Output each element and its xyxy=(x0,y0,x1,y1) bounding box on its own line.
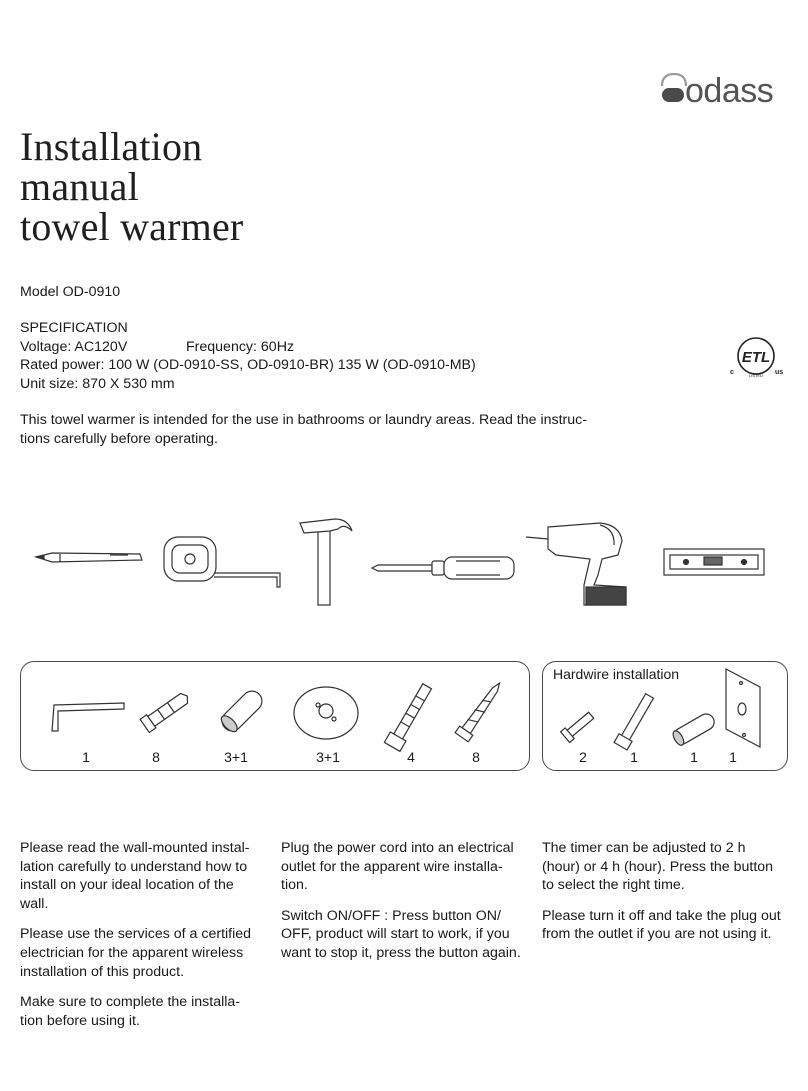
etl-listed: LISTED xyxy=(748,373,764,378)
wall-anchor-icon xyxy=(140,690,192,733)
etl-listed-mark xyxy=(724,332,788,382)
qty-hw-bolt: 1 xyxy=(630,749,638,765)
col1-para-2: Please use the services of a certified electrician for the apparent wireless installation of this product. xyxy=(20,926,252,980)
spec-power: Rated power: 100 W (OD-0910-SS, OD-0910-BR) 135 W (OD-0910-MB) xyxy=(20,357,476,374)
qty-round-cover: 3+1 xyxy=(316,749,340,765)
tools-row xyxy=(0,505,808,615)
tape-measure-icon xyxy=(164,537,280,587)
title-line-3: towel warmer xyxy=(20,204,244,249)
cap-icon xyxy=(218,687,266,735)
spirit-level-icon xyxy=(664,549,764,575)
logo-text: odass xyxy=(685,72,774,110)
qty-hw-screw: 2 xyxy=(579,749,587,765)
qty-wall-anchor: 8 xyxy=(152,749,160,765)
instructions-column-1 xyxy=(20,839,265,1042)
pencil-icon xyxy=(36,553,142,562)
col2-para-1: Plug the power cord into an electrical outlet for the apparent wire installa- tion. xyxy=(281,840,514,894)
qty-hw-plate: 1 xyxy=(729,749,737,765)
drill-icon xyxy=(526,523,626,605)
etl-us: us xyxy=(775,369,784,376)
col3-para-2: Please turn it off and take the plug out from the outlet if you are not using it. xyxy=(542,907,781,943)
col1-para-3: Make sure to complete the installa- tion before using it. xyxy=(20,994,241,1029)
etl-text: ETL xyxy=(741,349,771,366)
screwdriver-icon xyxy=(372,557,514,579)
spec-size: Unit size: 870 X 530 mm xyxy=(20,375,175,392)
allen-key-icon xyxy=(52,703,124,731)
intro-text: This towel warmer is intended for the use in bathrooms or laundry areas. Read the instruc- tions carefully before operating. xyxy=(20,412,587,447)
hardwire-cap-icon xyxy=(671,711,717,747)
qty-allen-key: 1 xyxy=(82,749,90,765)
hardwire-bolt-icon xyxy=(614,692,656,750)
qty-bolt: 4 xyxy=(407,749,415,765)
model-number: Model OD-0910 xyxy=(20,284,121,300)
title-line-2: manual xyxy=(20,164,139,209)
page-title xyxy=(20,124,244,249)
specification xyxy=(20,319,476,393)
col2-para-2: Switch ON/OFF : Press button ON/ OFF, product will start to work, if you want to stop it, press the button again. xyxy=(281,907,521,961)
instructions-column-3 xyxy=(542,839,787,956)
hammer-icon xyxy=(300,519,352,605)
round-cover-icon xyxy=(294,687,358,739)
spec-heading: SPECIFICATION xyxy=(20,320,128,336)
title-line-1: Installation xyxy=(20,124,203,169)
odass-logo xyxy=(660,66,790,110)
wall-plate-icon xyxy=(726,669,760,747)
bolt-icon xyxy=(384,682,435,752)
col1-para-1: Please read the wall-mounted instal- lation carefully to understand how to install on your ideal location of the wall. xyxy=(20,840,250,912)
etl-c: c xyxy=(730,369,734,376)
hardwire-title: Hardwire installation xyxy=(553,666,680,682)
qty-hw-cap: 1 xyxy=(690,749,698,765)
parts-illustrations xyxy=(20,661,790,771)
instructions-column-2 xyxy=(281,839,526,975)
qty-cap: 3+1 xyxy=(224,749,248,765)
spec-voltage: Voltage: AC120V xyxy=(20,338,128,355)
col3-para-1: The timer can be adjusted to 2 h (hour) or 4 h (hour). Press the button to select the right time. xyxy=(542,840,774,894)
small-screw-icon xyxy=(561,710,596,743)
screw-icon xyxy=(455,679,506,742)
spec-frequency: Frequency: 60Hz xyxy=(186,338,295,355)
qty-screw: 8 xyxy=(472,749,480,765)
